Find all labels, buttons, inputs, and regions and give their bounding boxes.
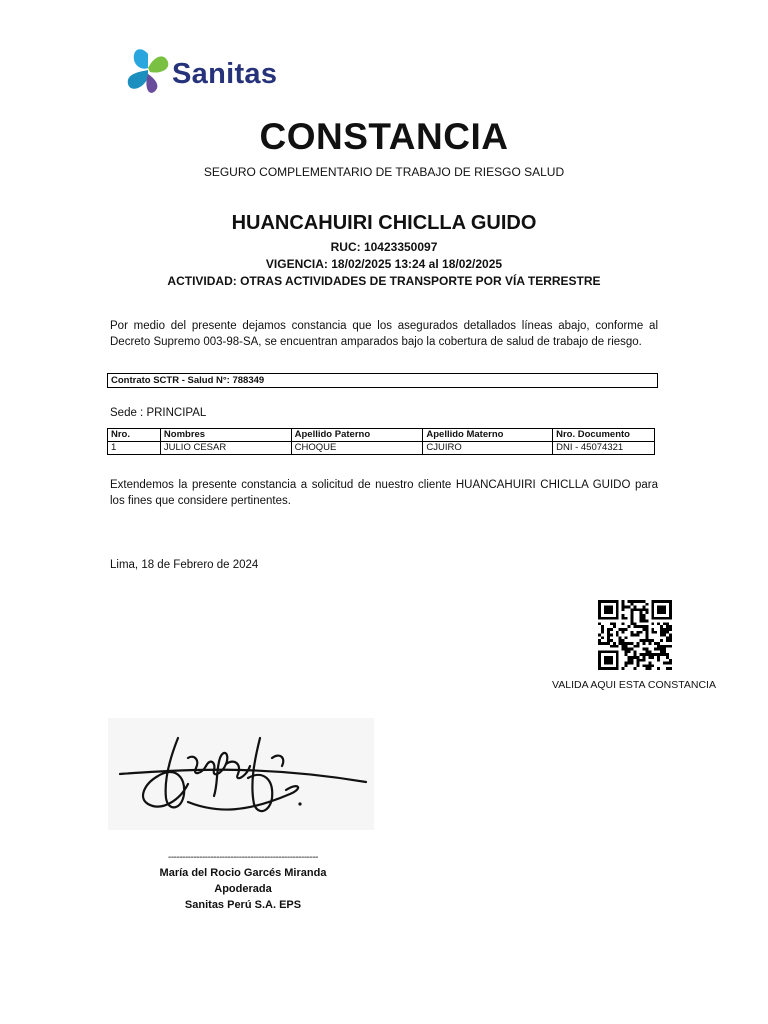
header-apellido-paterno: Apellido Paterno — [291, 429, 423, 442]
cell-nro-documento: DNI - 45074321 — [553, 442, 655, 455]
handwritten-signature — [108, 718, 374, 830]
table-row — [108, 442, 655, 455]
header-nombres: Nombres — [160, 429, 291, 442]
signer-role: Apoderada — [214, 883, 272, 895]
signer-company: Sanitas Perú S.A. EPS — [184, 899, 302, 911]
contract-number-box: Contrato SCTR - Salud N°: 788349 — [107, 373, 658, 388]
signer-name: María del Rocio Garcés Miranda — [159, 867, 327, 879]
vigencia-line: VIGENCIA: 18/02/2025 13:24 al 18/02/2025 — [265, 257, 503, 271]
insured-table — [107, 428, 655, 455]
qr-code-icon — [598, 600, 672, 670]
closing-paragraph: Extendemos la presente constancia a solicitud de nuestro cliente HUANCAHUIRI CHICLLA GUIDO para los fines que considere pertinentes. — [110, 479, 658, 507]
place-date: Lima, 18 de Febrero de 2024 — [110, 559, 259, 571]
cell-apellido-materno: CJUIRO — [423, 442, 553, 455]
header-nro-documento: Nro. Documento — [553, 429, 655, 442]
qr-caption: VALIDA AQUI ESTA CONSTANCIA — [552, 679, 716, 691]
ruc-line: RUC: 10423350097 — [330, 240, 438, 254]
actividad-line: ACTIVIDAD: OTRAS ACTIVIDADES DE TRANSPORTE POR VÍA TERRESTRE — [167, 274, 601, 288]
document-title: CONSTANCIA — [259, 116, 509, 157]
signature-icon — [108, 718, 374, 830]
butterfly-logo-icon — [124, 44, 174, 100]
cell-nombres: JULIO CESAR — [160, 442, 291, 455]
header-nro: Nro. — [108, 429, 161, 442]
cell-apellido-paterno: CHOQUE — [291, 442, 423, 455]
qr-code[interactable] — [598, 600, 672, 670]
header-apellido-materno: Apellido Materno — [423, 429, 553, 442]
signature-line: ----------------------------------------------------- — [168, 852, 318, 863]
intro-paragraph: Por medio del presente dejamos constancia que los asegurados detallados líneas abajo, conforme al Decreto Supremo 003-98-SA, se encuentran amparados bajo la cobertura de salud de trabajo de riesgo. — [110, 320, 658, 348]
table-header-row — [108, 429, 655, 442]
client-name: HUANCAHUIRI CHICLLA GUIDO — [231, 212, 537, 234]
document-subtitle: SEGURO COMPLEMENTARIO DE TRABAJO DE RIESGO SALUD — [203, 165, 565, 179]
brand-name: Sanitas — [172, 58, 278, 90]
sede-label: Sede : PRINCIPAL — [110, 407, 207, 419]
cell-nro: 1 — [108, 442, 161, 455]
